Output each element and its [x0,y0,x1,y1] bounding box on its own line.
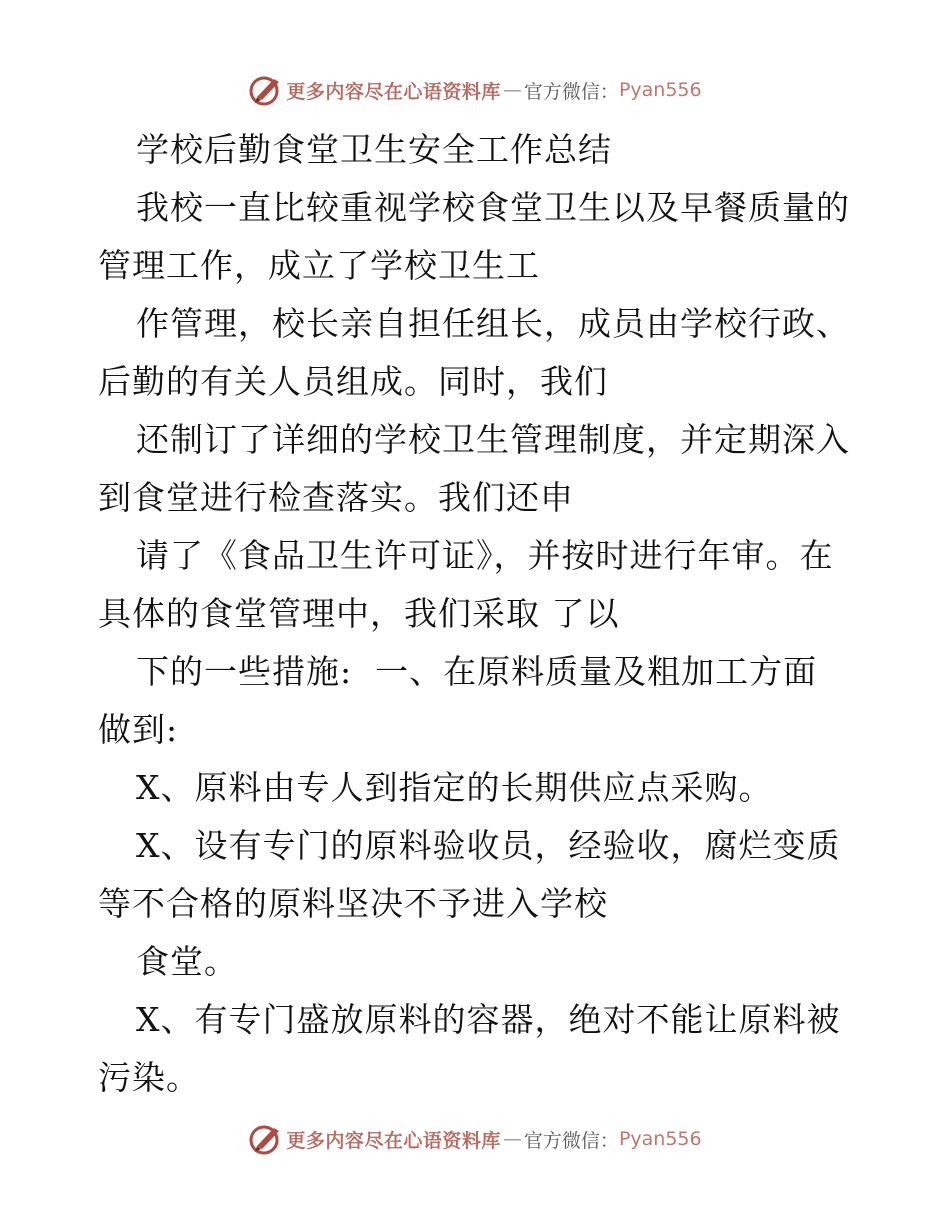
list-item: X、设有专门的原料验收员，经验收，腐烂变质 [136,826,841,865]
text-line: 我校一直比较重视学校食堂卫生以及早餐质量的 [136,188,850,227]
pen-logo-icon [248,1122,284,1156]
text-line: 做到: [98,710,179,749]
pen-logo-icon [248,73,284,107]
list-item: X、有专门盛放原料的容器，绝对不能让原料被 [136,1000,841,1039]
watermark-banner-bottom [0,1119,950,1159]
text-line: 请了《食品卫生许可证》，并按时进行年审。在 [136,536,834,575]
text-line: 作管理，校长亲自担任组长，成员由学校行政、 [136,304,850,343]
watermark-separator: — [502,1128,522,1150]
document-body [98,121,858,1107]
watermark-banner-top [0,70,950,110]
text-line: 管理工作，成立了学校卫生工 [98,246,540,285]
text-line: 污染。 [98,1058,200,1097]
watermark-brand: 更多内容尽在心语资料库 [286,80,501,103]
watermark-separator: — [502,79,522,101]
text-line: 后勤的有关人员组成。同时，我们 [98,362,608,401]
text-line: 食堂。 [136,942,238,981]
watermark-handle: Pyan556 [618,1128,702,1150]
text-line: 还制订了详细的学校卫生管理制度，并定期深入 [136,420,850,459]
watermark-wechat-label: 官方微信： [523,1129,619,1152]
list-item: X、原料由专人到指定的长期供应点采购。 [136,768,773,807]
text-line: 下的一些措施: 一、在原料质量及粗加工方面 [136,652,818,691]
document-title: 学校后勤食堂卫生安全工作总结 [136,130,612,169]
text-line: 到食堂进行检查落实。我们还申 [98,478,574,517]
text-line: 等不合格的原料坚决不予进入学校 [98,884,608,923]
watermark-brand: 更多内容尽在心语资料库 [286,1129,501,1152]
watermark-handle: Pyan556 [618,79,702,101]
watermark-wechat-label: 官方微信： [523,80,619,103]
text-line: 具体的食堂管理中，我们采取 了以 [98,594,620,633]
